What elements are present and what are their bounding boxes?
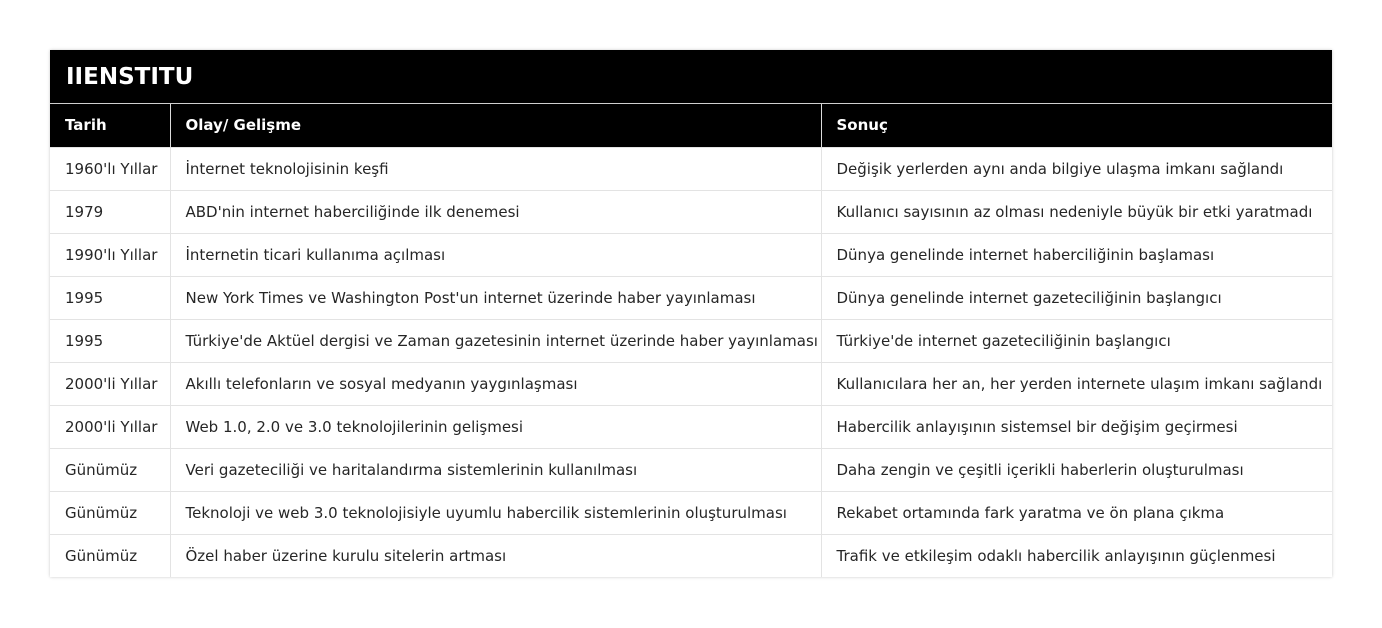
cell-sonuc: Değişik yerlerden aynı anda bilgiye ulaşma imkanı sağlandı [821, 147, 1332, 190]
cell-olay: Özel haber üzerine kurulu sitelerin artması [170, 534, 821, 577]
cell-tarih: Günümüz [50, 448, 170, 491]
header-olay-gelisme: Olay/ Gelişme [170, 104, 821, 147]
header-tarih: Tarih [50, 104, 170, 147]
cell-sonuc: Türkiye'de internet gazeteciliğinin başlangıcı [821, 319, 1332, 362]
cell-tarih: 2000'li Yıllar [50, 405, 170, 448]
cell-tarih: Günümüz [50, 491, 170, 534]
header-row [50, 104, 1332, 147]
cell-tarih: 1979 [50, 190, 170, 233]
table-row [50, 491, 1332, 534]
timeline-table-container [50, 50, 1332, 577]
cell-tarih: 1960'lı Yıllar [50, 147, 170, 190]
cell-olay: Türkiye'de Aktüel dergisi ve Zaman gazetesinin internet üzerinde haber yayınlaması [170, 319, 821, 362]
table-row [50, 448, 1332, 491]
table-row [50, 233, 1332, 276]
cell-sonuc: Trafik ve etkileşim odaklı habercilik anlayışının güçlenmesi [821, 534, 1332, 577]
cell-tarih: 2000'li Yıllar [50, 362, 170, 405]
cell-olay: Akıllı telefonların ve sosyal medyanın yaygınlaşması [170, 362, 821, 405]
table-title: IIENSTITU [50, 50, 1332, 104]
cell-olay: Web 1.0, 2.0 ve 3.0 teknolojilerinin gelişmesi [170, 405, 821, 448]
cell-tarih: 1995 [50, 319, 170, 362]
table-row [50, 276, 1332, 319]
cell-sonuc: Daha zengin ve çeşitli içerikli haberlerin oluşturulması [821, 448, 1332, 491]
cell-olay: Veri gazeteciliği ve haritalandırma sistemlerinin kullanılması [170, 448, 821, 491]
table-row [50, 319, 1332, 362]
cell-sonuc: Kullanıcı sayısının az olması nedeniyle büyük bir etki yaratmadı [821, 190, 1332, 233]
table-row [50, 534, 1332, 577]
cell-olay: İnternetin ticari kullanıma açılması [170, 233, 821, 276]
cell-sonuc: Habercilik anlayışının sistemsel bir değişim geçirmesi [821, 405, 1332, 448]
table-row [50, 147, 1332, 190]
cell-tarih: 1995 [50, 276, 170, 319]
cell-tarih: 1990'lı Yıllar [50, 233, 170, 276]
cell-sonuc: Kullanıcılara her an, her yerden internete ulaşım imkanı sağlandı [821, 362, 1332, 405]
cell-tarih: Günümüz [50, 534, 170, 577]
timeline-table [50, 104, 1332, 577]
cell-sonuc: Dünya genelinde internet haberciliğinin başlaması [821, 233, 1332, 276]
header-sonuc: Sonuç [821, 104, 1332, 147]
cell-sonuc: Rekabet ortamında fark yaratma ve ön plana çıkma [821, 491, 1332, 534]
cell-olay: Teknoloji ve web 3.0 teknolojisiyle uyumlu habercilik sistemlerinin oluşturulması [170, 491, 821, 534]
cell-olay: New York Times ve Washington Post'un internet üzerinde haber yayınlaması [170, 276, 821, 319]
cell-sonuc: Dünya genelinde internet gazeteciliğinin başlangıcı [821, 276, 1332, 319]
cell-olay: İnternet teknolojisinin keşfi [170, 147, 821, 190]
table-row [50, 190, 1332, 233]
cell-olay: ABD'nin internet haberciliğinde ilk denemesi [170, 190, 821, 233]
table-row [50, 405, 1332, 448]
table-row [50, 362, 1332, 405]
